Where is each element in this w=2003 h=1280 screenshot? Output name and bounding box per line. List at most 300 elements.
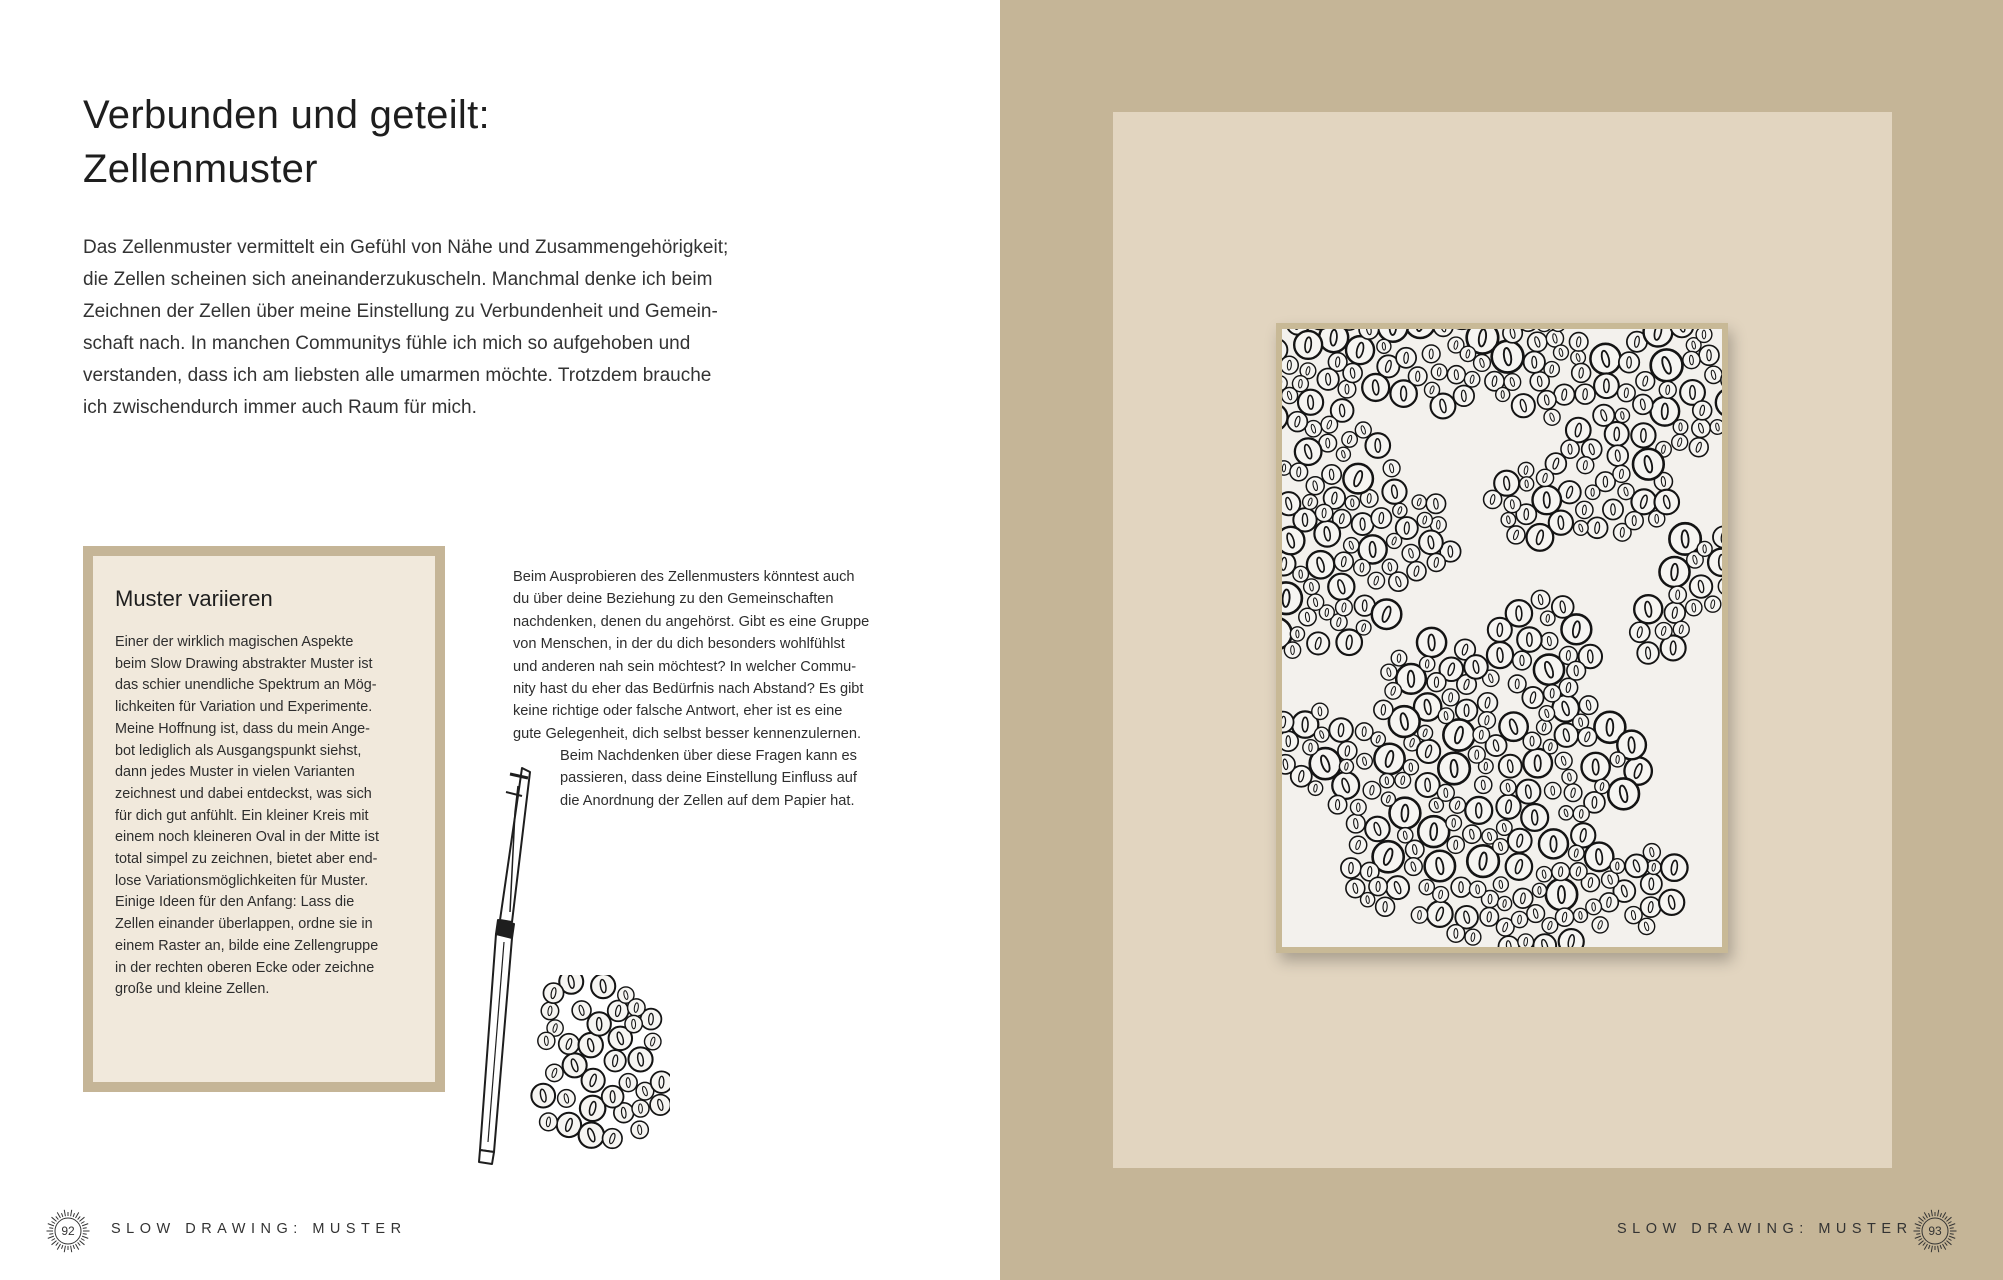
cell-mark bbox=[1537, 391, 1555, 409]
cell-mark bbox=[1567, 661, 1586, 680]
cell-mark bbox=[1469, 881, 1485, 897]
cell-mark bbox=[1307, 632, 1329, 654]
cell-mark bbox=[1282, 388, 1298, 404]
cell-mark bbox=[538, 1032, 555, 1049]
cell-mark bbox=[1464, 372, 1479, 387]
intro-line: verstanden, dass ich am liebsten alle umarmen möchte. Trotzdem brauche bbox=[83, 365, 712, 386]
column-line: passieren, dass deine Einstellung Einfluss auf bbox=[560, 770, 857, 787]
cell-mark bbox=[1380, 774, 1394, 788]
cell-mark bbox=[603, 1129, 623, 1149]
cell-mark bbox=[1376, 897, 1395, 916]
cell-mark bbox=[1422, 345, 1440, 363]
running-head-right: SLOW DRAWING: MUSTER bbox=[1617, 1221, 1913, 1237]
cell-mark bbox=[1357, 753, 1373, 769]
cell-mark bbox=[1571, 823, 1595, 847]
tip-line: Einige Ideen für den Anfang: Lass die bbox=[115, 894, 355, 911]
cell-mark bbox=[1405, 858, 1423, 876]
cell-mark bbox=[1546, 879, 1577, 910]
tip-line: dann jedes Muster in vielen Varianten bbox=[115, 764, 355, 781]
cell-mark bbox=[1433, 329, 1452, 336]
cell-mark bbox=[1468, 746, 1485, 763]
cell-mark bbox=[1518, 934, 1534, 947]
cell-mark bbox=[559, 1034, 579, 1054]
cell-mark bbox=[1356, 620, 1371, 635]
cell-mark bbox=[1465, 797, 1492, 824]
cell-mark bbox=[1568, 845, 1584, 861]
cell-mark bbox=[1465, 929, 1481, 945]
cell-mark bbox=[1487, 642, 1513, 668]
cell-mark bbox=[1561, 440, 1579, 458]
cell-mark bbox=[1454, 386, 1475, 407]
cell-mark bbox=[1294, 331, 1322, 359]
cell-mark bbox=[1371, 732, 1385, 746]
cell-mark bbox=[1600, 893, 1619, 912]
cell-mark bbox=[1417, 740, 1440, 763]
cell-mark bbox=[1341, 858, 1361, 878]
cell-mark bbox=[1284, 642, 1300, 658]
cell-mark bbox=[1692, 419, 1710, 437]
cell-mark bbox=[1554, 345, 1569, 360]
cell-mark bbox=[1336, 447, 1350, 461]
cell-mark bbox=[1544, 685, 1561, 702]
cell-mark bbox=[1308, 781, 1322, 795]
cell-mark bbox=[1464, 655, 1488, 679]
cell-mark bbox=[1290, 627, 1304, 641]
cell-mark bbox=[1321, 416, 1338, 433]
cell-mark bbox=[1543, 739, 1557, 753]
cell-mark bbox=[1696, 329, 1712, 342]
cell-mark bbox=[1636, 372, 1655, 391]
cell-mark bbox=[579, 1122, 604, 1147]
cell-mark bbox=[1406, 840, 1424, 858]
cell-mark bbox=[619, 1074, 637, 1092]
cell-mark bbox=[1531, 590, 1549, 608]
cell-mark bbox=[650, 1095, 670, 1116]
cell-mark bbox=[1673, 420, 1688, 435]
cell-mark bbox=[1437, 784, 1454, 801]
cell-mark bbox=[1282, 527, 1304, 554]
cell-mark bbox=[1498, 896, 1512, 910]
column-line: Beim Ausprobieren des Zellenmusters könntest auch bbox=[513, 569, 855, 585]
cell-mark bbox=[1447, 925, 1465, 943]
cell-mark bbox=[631, 1121, 648, 1138]
cell-mark bbox=[1293, 566, 1309, 582]
cell-mark bbox=[1299, 608, 1316, 625]
cell-mark bbox=[1492, 341, 1524, 373]
cell-mark bbox=[1463, 825, 1481, 843]
cell-mark bbox=[1536, 867, 1551, 882]
cell-mark bbox=[1368, 572, 1385, 589]
cell-mark bbox=[1625, 907, 1642, 924]
cell-mark bbox=[1527, 905, 1545, 923]
tip-line: das schier unendliche Spektrum an Mög- bbox=[115, 677, 377, 694]
tip-line: zeichnest und dabei entdeckst, was sich bbox=[115, 785, 372, 802]
cell-mark bbox=[1442, 689, 1459, 706]
column-line: und anderen nah sein möchtest? In welcher Commu- bbox=[513, 658, 857, 675]
cell-mark bbox=[1493, 839, 1509, 855]
cell-mark bbox=[1520, 477, 1534, 491]
cell-mark bbox=[1610, 752, 1625, 767]
cell-mark bbox=[1386, 876, 1409, 899]
tip-line: lose Variationsmöglichkeiten für Muster. bbox=[115, 872, 369, 889]
cell-mark bbox=[1524, 352, 1545, 373]
cell-mark bbox=[1282, 329, 1285, 331]
cell-mark bbox=[1672, 434, 1688, 450]
cell-mark bbox=[1484, 490, 1502, 508]
cell-mark bbox=[1555, 908, 1573, 926]
tip-line: in der rechten oberen Ecke oder zeichne bbox=[115, 959, 375, 976]
cell-mark bbox=[1346, 814, 1365, 833]
page-title bbox=[83, 88, 490, 196]
cell-mark bbox=[1522, 687, 1543, 708]
cell-mark bbox=[1418, 816, 1449, 847]
cell-mark bbox=[1460, 346, 1475, 361]
cell-mark bbox=[1625, 512, 1643, 530]
cell-mark bbox=[1433, 887, 1449, 903]
cell-mark bbox=[1608, 778, 1639, 809]
cell-mark bbox=[1282, 404, 1287, 430]
cell-mark bbox=[541, 1002, 558, 1019]
cell-mark bbox=[1562, 769, 1577, 784]
cell-mark bbox=[1354, 559, 1371, 576]
cell-mark bbox=[1536, 469, 1553, 486]
cell-mark bbox=[1508, 829, 1532, 853]
cell-mark bbox=[1339, 759, 1353, 773]
cell-mark bbox=[1306, 477, 1324, 495]
cell-mark bbox=[1508, 675, 1526, 693]
cell-mark bbox=[1425, 851, 1456, 882]
cell-mark bbox=[1446, 815, 1462, 831]
cell-mark bbox=[1517, 627, 1541, 651]
cell-mark bbox=[587, 1012, 610, 1035]
cell-mark bbox=[543, 983, 563, 1003]
cell-mark bbox=[1443, 719, 1474, 750]
tip-line: einem noch kleineren Oval in der Mitte ist bbox=[115, 829, 379, 846]
cell-mark bbox=[1402, 544, 1420, 562]
cell-mark bbox=[1369, 877, 1387, 895]
cell-mark bbox=[1586, 899, 1602, 915]
cell-mark bbox=[604, 1050, 625, 1071]
cell-mark bbox=[1411, 907, 1427, 923]
cell-mark bbox=[1571, 350, 1586, 365]
cell-mark bbox=[1381, 792, 1395, 806]
cell-mark bbox=[1552, 863, 1570, 881]
column-paragraph-2 bbox=[560, 745, 940, 812]
cell-mark bbox=[1572, 363, 1591, 382]
cell-mark bbox=[591, 975, 615, 998]
cell-mark bbox=[1427, 553, 1445, 571]
cell-mark bbox=[1693, 401, 1712, 420]
cell-mark bbox=[1699, 345, 1719, 365]
cell-mark bbox=[1516, 780, 1540, 804]
cell-mark bbox=[1581, 753, 1609, 781]
tip-box-body bbox=[115, 632, 435, 1001]
tip-box bbox=[83, 546, 445, 1092]
page-number-badge-left bbox=[46, 1209, 90, 1253]
cell-mark bbox=[1456, 700, 1478, 722]
running-head-left: SLOW DRAWING: MUSTER bbox=[111, 1221, 407, 1237]
cell-mark bbox=[1427, 673, 1446, 692]
column-line: du über deine Beziehung zu den Gemeinschaften bbox=[513, 591, 834, 608]
cell-mark bbox=[531, 1084, 555, 1108]
column-line: nity hast du eher das Bedürfnis nach Abstand? Es gibt bbox=[513, 681, 864, 698]
intro-line: die Zellen scheinen sich aneinanderzukuscheln. Manchmal denke ich beim bbox=[83, 269, 713, 290]
cell-mark bbox=[1393, 503, 1407, 517]
column-line: die Anordnung der Zellen auf dem Papier hat. bbox=[560, 792, 855, 809]
cell-mark bbox=[1575, 384, 1595, 404]
cell-mark bbox=[1686, 600, 1702, 616]
cell-mark bbox=[1474, 355, 1491, 372]
cell-mark bbox=[1387, 533, 1402, 548]
cell-mark bbox=[1377, 339, 1391, 353]
cell-mark bbox=[1355, 422, 1371, 438]
cell-mark bbox=[1371, 508, 1391, 528]
cell-mark bbox=[1307, 594, 1323, 610]
cell-mark bbox=[632, 1100, 649, 1117]
column-line: keine richtige oder falsche Antwort, eher ist es eine bbox=[513, 703, 843, 720]
cell-mark bbox=[1655, 623, 1672, 640]
left-page bbox=[0, 0, 1000, 1280]
cell-mark bbox=[1633, 394, 1653, 414]
cell-mark bbox=[1713, 526, 1722, 547]
cell-mark bbox=[582, 1069, 605, 1092]
cell-mark bbox=[1579, 696, 1597, 714]
cell-mark bbox=[1396, 348, 1416, 368]
cell-mark bbox=[1545, 782, 1561, 798]
tip-line: total simpel zu zeichnen, bietet aber end- bbox=[115, 851, 378, 868]
cell-mark bbox=[1705, 596, 1721, 612]
cell-mark bbox=[1570, 863, 1587, 880]
cell-mark bbox=[1630, 622, 1650, 642]
cell-mark bbox=[1372, 599, 1402, 629]
cell-mark bbox=[1651, 349, 1683, 381]
cell-mark bbox=[557, 1113, 581, 1137]
cell-mark bbox=[1374, 700, 1393, 719]
cell-mark bbox=[1518, 462, 1534, 478]
cell-mark bbox=[1664, 602, 1685, 623]
cell-mark bbox=[1670, 329, 1693, 337]
cell-mark bbox=[1493, 877, 1508, 892]
title-line-1: Verbunden und geteilt: bbox=[83, 93, 490, 137]
cell-mark bbox=[1314, 521, 1340, 547]
intro-line: ich zwischendurch immer auch Raum für mich. bbox=[83, 397, 477, 418]
cell-mark bbox=[1637, 642, 1659, 664]
cell-mark bbox=[1475, 776, 1492, 793]
cell-mark bbox=[1363, 781, 1381, 799]
cell-mark bbox=[1304, 579, 1320, 595]
cell-mark bbox=[1298, 390, 1323, 415]
cell-mark bbox=[1607, 445, 1628, 466]
cell-mark bbox=[1585, 485, 1599, 499]
cell-mark bbox=[1328, 574, 1354, 600]
cell-mark bbox=[1329, 718, 1353, 742]
cell-mark bbox=[602, 1086, 624, 1108]
cell-mark bbox=[1633, 449, 1664, 480]
cell-mark bbox=[1488, 618, 1512, 642]
tip-line: einem Raster an, bilde eine Zellengruppe bbox=[115, 937, 379, 954]
cell-mark bbox=[1594, 373, 1619, 398]
cell-mark bbox=[1539, 829, 1568, 858]
cell-mark bbox=[1427, 901, 1453, 927]
cell-mark bbox=[572, 1001, 591, 1020]
cell-mark bbox=[1593, 405, 1614, 426]
tip-line: Meine Hoffnung ist, dass du mein Ange- bbox=[115, 720, 370, 737]
cell-mark bbox=[1590, 344, 1620, 374]
cell-mark bbox=[1659, 890, 1684, 915]
cell-mark bbox=[1544, 409, 1560, 425]
cell-mark bbox=[1319, 329, 1348, 352]
cell-mark bbox=[1282, 356, 1298, 374]
cell-mark bbox=[1355, 723, 1373, 741]
cell-mark bbox=[1504, 496, 1521, 513]
tip-box-title: Muster variieren bbox=[115, 586, 273, 611]
cell-mark bbox=[1336, 599, 1353, 616]
cell-mark bbox=[1631, 489, 1656, 514]
cell-mark bbox=[1619, 352, 1639, 372]
cell-mark bbox=[1497, 820, 1512, 835]
cell-mark bbox=[1559, 806, 1573, 820]
cell-mark bbox=[1416, 773, 1440, 797]
cell-mark bbox=[1499, 755, 1522, 778]
cell-mark bbox=[1669, 523, 1700, 554]
cell-mark bbox=[644, 1033, 661, 1050]
cell-mark bbox=[1322, 465, 1341, 484]
page-number-badge-right bbox=[1913, 1209, 1957, 1253]
cell-mark bbox=[1374, 744, 1404, 774]
cell-mark bbox=[1424, 382, 1439, 397]
title-line-2: Zellenmuster bbox=[83, 147, 318, 191]
cell-mark bbox=[546, 1064, 563, 1081]
cell-mark bbox=[1631, 423, 1655, 447]
cell-mark bbox=[1282, 582, 1302, 614]
cell-mark bbox=[1573, 806, 1589, 822]
cell-mark bbox=[1533, 486, 1562, 515]
tip-line: beim Slow Drawing abstrakter Muster ist bbox=[115, 655, 373, 672]
cell-mark bbox=[1315, 504, 1332, 521]
page-number-right: 93 bbox=[1928, 1224, 1942, 1238]
cell-mark bbox=[1544, 362, 1559, 377]
cell-mark bbox=[1552, 596, 1574, 618]
cell-mark bbox=[558, 1090, 576, 1108]
column-line: Beim Nachdenken über diese Fragen kann es bbox=[560, 748, 857, 764]
cell-mark bbox=[1576, 501, 1593, 518]
cell-mark bbox=[1610, 859, 1625, 874]
cell-mark bbox=[1365, 817, 1390, 842]
cell-mark bbox=[1644, 329, 1673, 347]
tip-line: Zellen einander überlappen, ordne sie in bbox=[115, 916, 373, 933]
cell-mark bbox=[1450, 797, 1466, 813]
cell-mark bbox=[1541, 633, 1558, 650]
cell-mark bbox=[1578, 728, 1597, 747]
cell-mark bbox=[1344, 538, 1359, 553]
cell-mark bbox=[1513, 651, 1532, 670]
cell-mark bbox=[1618, 384, 1636, 402]
cell-mark bbox=[1669, 586, 1686, 603]
cell-mark bbox=[1405, 329, 1435, 338]
cell-mark bbox=[1407, 562, 1426, 581]
cell-mark bbox=[1419, 880, 1434, 895]
cell-mark bbox=[1365, 433, 1390, 458]
cell-mark bbox=[1290, 463, 1308, 481]
cell-mark bbox=[1573, 908, 1587, 922]
cell-mark bbox=[1346, 336, 1374, 364]
cell-mark bbox=[1566, 418, 1591, 443]
cell-mark bbox=[1661, 854, 1688, 881]
cell-mark bbox=[1634, 595, 1662, 623]
cell-pattern-drawing bbox=[1282, 329, 1722, 947]
cell-mark bbox=[1501, 513, 1515, 527]
cell-mark bbox=[1506, 853, 1532, 879]
cell-mark bbox=[1573, 521, 1588, 536]
tip-line: Einer der wirklich magischen Aspekte bbox=[115, 634, 354, 650]
cell-mark bbox=[1521, 804, 1548, 831]
cell-mark bbox=[1710, 420, 1722, 435]
cell-mark bbox=[1447, 836, 1464, 853]
cell-mark bbox=[1499, 936, 1520, 947]
cell-mark bbox=[1718, 577, 1722, 595]
intro-line: schaft nach. In manchen Communitys fühle ich mich so aufgehoben und bbox=[83, 333, 691, 354]
cell-mark bbox=[1438, 708, 1454, 724]
cell-mark bbox=[1451, 877, 1471, 897]
cell-mark bbox=[1343, 363, 1362, 382]
cell-mark bbox=[1613, 465, 1630, 482]
cell-mark bbox=[1638, 918, 1654, 934]
cell-mark bbox=[1705, 366, 1722, 383]
column-line: nachdenken, denen du angehörst. Gibt es eine Gruppe bbox=[513, 613, 870, 630]
cell-mark bbox=[625, 1015, 642, 1032]
cell-mark bbox=[1282, 731, 1298, 751]
tip-line: große und kleine Zellen. bbox=[115, 981, 270, 998]
cell-pattern-artwork bbox=[1276, 323, 1728, 953]
cell-mark bbox=[1564, 784, 1582, 802]
cell-mark bbox=[1511, 911, 1527, 927]
cell-mark bbox=[1426, 494, 1445, 513]
cell-mark bbox=[1352, 513, 1374, 535]
cell-mark bbox=[628, 999, 646, 1017]
cell-mark bbox=[1408, 367, 1426, 385]
cell-mark bbox=[1512, 394, 1535, 417]
cell-mark bbox=[1503, 329, 1522, 343]
cell-mark bbox=[1533, 934, 1556, 947]
cell-mark bbox=[1561, 614, 1591, 644]
intro-paragraph bbox=[83, 232, 783, 424]
cell-mark bbox=[1539, 706, 1555, 722]
cell-mark bbox=[1603, 499, 1623, 519]
cell-mark bbox=[1577, 457, 1594, 474]
cell-mark bbox=[1504, 374, 1521, 391]
cell-mark bbox=[1625, 854, 1648, 877]
page-number-left: 92 bbox=[61, 1224, 75, 1238]
cell-mark bbox=[1537, 720, 1552, 735]
cell-mark bbox=[1382, 480, 1406, 504]
cell-mark bbox=[1555, 752, 1572, 769]
cell-mark bbox=[628, 1047, 652, 1071]
cell-mark bbox=[1615, 408, 1629, 422]
cell-mark bbox=[540, 1113, 558, 1131]
cell-mark bbox=[1559, 678, 1577, 696]
cell-mark bbox=[1420, 656, 1435, 671]
cell-mark bbox=[1447, 366, 1465, 384]
cell-mark bbox=[1334, 552, 1353, 571]
cell-mark bbox=[1587, 517, 1608, 538]
intro-line: Zeichnen der Zellen über meine Einstellung zu Verbundenheit und Gemein- bbox=[83, 301, 718, 322]
cell-mark bbox=[1349, 836, 1366, 853]
cells-sketch bbox=[530, 975, 670, 1150]
cell-mark bbox=[1527, 524, 1554, 551]
cell-mark bbox=[1282, 755, 1295, 774]
cell-mark bbox=[1403, 760, 1418, 775]
cell-mark bbox=[1499, 712, 1527, 740]
